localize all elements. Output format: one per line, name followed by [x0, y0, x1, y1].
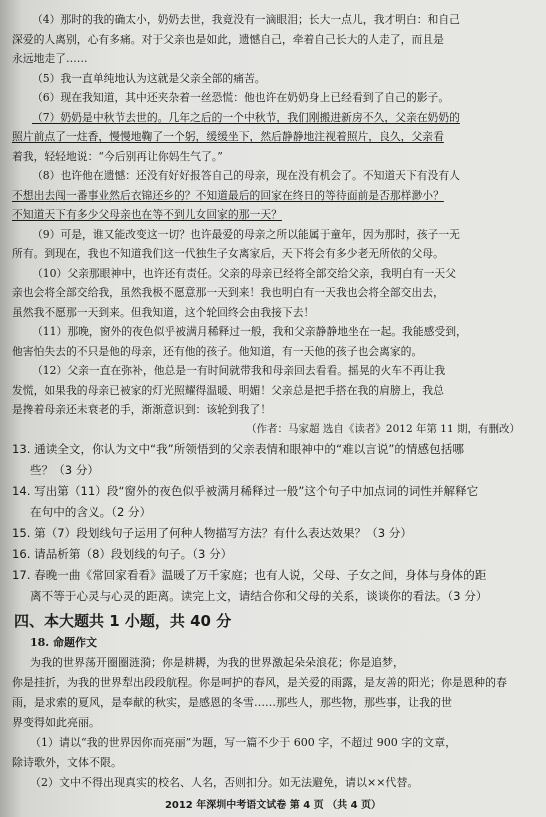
- page-footer: 2012 年深圳中考语文试卷 第 4 页 （共 4 页）: [164, 800, 382, 811]
- question-item: [12, 481, 530, 523]
- section-title: 四、本大题共 1 小题，共 40 分: [14, 611, 232, 630]
- paragraph-line: 他害怕失去的不只是他的母亲，还有他的孩子。他知道，有一天他的孩子也会离家的。: [12, 344, 423, 358]
- question-line: 16. 请品析第（8）段划线的句子。（3 分）: [12, 546, 233, 561]
- question-item: [12, 544, 530, 565]
- paragraph-line: 是搀着母亲还未衰老的手，渐渐意识到：该轮到我了！: [12, 403, 272, 416]
- passage-source: （作者：马家超 选自《读者》2012 年第 11 期，有删改）: [246, 422, 520, 435]
- question-line: 17. 春晚一曲《常回家看看》温暖了万千家庭；也有人说，父母、子女之间，身体与身体的距: [12, 567, 487, 582]
- essay-requirement-1b: 除诗歌外，文体不限。: [12, 755, 122, 769]
- question-line: 14. 写出第（11）段“窗外的夜色似乎被满月稀释过一般”这个句子中加点词的词性并解释它: [12, 483, 479, 498]
- paragraph-line: （8）也许他在遗憾：还没有好好报答自己的母亲，现在没有机会了。不知道天下有没有人: [32, 169, 460, 182]
- paragraph-line: 不知道天下有多少父母亲也在等不到儿女回家的那一天？: [12, 208, 282, 221]
- essay-heading: 18. 命题作文: [30, 635, 97, 649]
- paragraph-line: 着我，轻轻地说：“今后别再让你妈生气了。”: [12, 149, 223, 163]
- paragraph-line: 所有。到现在，我也不知道我们这一代独生子女离家后，天下将会有多少老无所依的父母。: [12, 247, 444, 260]
- paragraph-p4: [12, 10, 530, 69]
- essay-intro-line: 雨，是求索的夏风，是奉献的秋实，是感恩的冬雪……那些人，那些物，那些事，让我的世: [12, 695, 452, 709]
- essay-intro-line: 界变得如此亮丽。: [12, 715, 100, 729]
- question-line: 在句中的含义。（2 分）: [30, 504, 152, 519]
- question-line: 离不等于心灵与心灵的距离。读完上文，请结合你和父母的关系，谈谈你的看法。（3 分）: [30, 588, 488, 603]
- paragraph-line: （5）我一直单纯地认为这就是父亲全部的痛苦。: [32, 71, 266, 85]
- paragraph-p5: [12, 69, 530, 89]
- essay-block: [12, 633, 530, 793]
- paragraph-line: 永远地走了……: [12, 52, 88, 65]
- paragraph-line: （4）那时的我的确太小，奶奶去世，我竟没有一滴眼泪；长大一点儿，我才明白：和自己: [32, 13, 460, 26]
- question-item: [12, 523, 530, 544]
- paragraph-line: 深爱的人离别，心有多痛。对于父亲也是如此，遗憾自己，牵着自己长大的人走了，而且是: [12, 32, 444, 46]
- essay-requirement-1: （1）请以“我的世界因你而亮丽”为题，写一篇不少于 600 字，不超过 900 字的文章，: [30, 735, 457, 749]
- paragraph-p7: [12, 108, 530, 167]
- paragraph-line: （11）那晚，窗外的夜色似乎被满月稀释过一般，我和父亲静静地坐在一起。我能感受到，: [32, 325, 467, 338]
- essay-intro-line: 为我的世界荡开圈圈涟漪；你是耕耨，为我的世界激起朵朵浪花；你是追梦，: [30, 655, 404, 669]
- paragraph-p6: [12, 88, 530, 108]
- paragraph-line: （6）现在我知道，其中还夹杂着一丝恐慌：他也许在奶奶身上已经看到了自己的影子。: [32, 91, 450, 104]
- essay-intro: [12, 653, 530, 733]
- paragraph-line: 亲也会将全部交给我，虽然我极不愿意那一天到来！我也明白有一天我也会将全部交出去，: [12, 286, 444, 299]
- question-line: 些？（3 分）: [30, 462, 100, 477]
- question-line: 15. 第（7）段划线句子运用了何种人物描写方法？有什么表达效果？（3 分）: [12, 525, 412, 540]
- paragraph-line: 不想出去闯一番事业然后衣锦还乡的？不知道最后的回家在终日的等待面前是否那样渺小？: [12, 188, 444, 202]
- question-item: [12, 565, 530, 607]
- question-list: [12, 439, 530, 607]
- paragraph-line: 照片前点了一炷香，慢慢地鞠了一个躬，缓缓坐下，然后静静地注视着照片，良久，父亲看: [12, 130, 444, 143]
- paragraph-p10: [12, 264, 530, 323]
- paragraph-p12: [12, 361, 530, 420]
- paragraph-line: （10）父亲那眼神中，也许还有责任。父亲的母亲已经将全部交给父亲，我明白有一天父: [32, 266, 457, 280]
- paragraph-p11: [12, 322, 530, 361]
- paragraph-line: （12）父亲一直在弥补，他总是一有时间就带我和母亲回去看看。摇晃的火车不再让我: [32, 364, 446, 377]
- paragraph-line: 虽然我不愿那一天到来。但我知道，这个轮回终会由我接下去！: [12, 305, 315, 319]
- essay-requirement-2: （2）文中不得出现真实的校名、人名，否则扣分。如无法避免，请以××代替。: [30, 775, 419, 789]
- reading-passage: [12, 10, 530, 420]
- question-line: 13. 通读全文，你认为文中“我”所领悟到的父亲表情和眼神中的“难以言说”的情感包括哪: [12, 441, 464, 456]
- question-item: [12, 439, 530, 481]
- paragraph-line: （9）可是，谁又能改变这一切？也许最爱的母亲之所以能属于童年，因为那时，孩子一无: [32, 227, 460, 241]
- paragraph-p8: [12, 166, 530, 225]
- paragraph-p9: [12, 225, 530, 264]
- essay-intro-line: 你是挂折，为我的世界犁出段段航程。你是呵护的春风，是关爱的雨露，是友善的阳光；你是恩种的春: [12, 675, 507, 689]
- paragraph-line: （7）奶奶是中秋节去世的。几年之后的一个中秋节，我们刚搬进新房不久，父亲在奶奶的: [32, 110, 460, 124]
- paragraph-line: 发慌，如果我的母亲已被家的灯光照耀得温暖、明媚！父亲总是把手搭在我的肩膀上，我总: [12, 383, 444, 397]
